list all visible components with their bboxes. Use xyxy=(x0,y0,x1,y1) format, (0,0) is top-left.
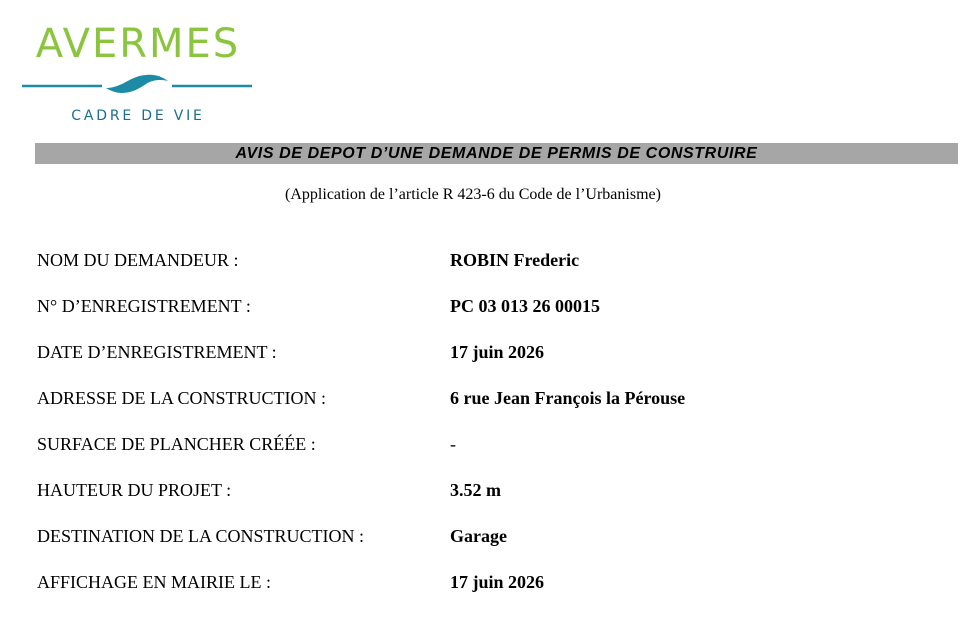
field-label: DESTINATION DE LA CONSTRUCTION : xyxy=(37,526,364,546)
field-label: N° D’ENREGISTREMENT : xyxy=(37,296,251,316)
avermes-logo xyxy=(22,20,254,126)
field-label: HAUTEUR DU PROJET : xyxy=(37,480,232,500)
field-value: ROBIN Frederic xyxy=(450,250,580,270)
field-row-destination xyxy=(37,524,937,570)
field-row-address xyxy=(37,386,937,432)
field-row-floor-area xyxy=(37,432,937,478)
title-banner xyxy=(35,143,958,164)
field-row-posting-date xyxy=(37,570,937,616)
field-label: SURFACE DE PLANCHER CRÉÉE : xyxy=(37,434,316,454)
field-row-registration-date xyxy=(37,340,937,386)
field-row-height xyxy=(37,478,937,524)
field-label: AFFICHAGE EN MAIRIE LE : xyxy=(37,572,271,592)
logo-subtitle: CADRE DE VIE xyxy=(71,108,205,124)
logo-wave-icon xyxy=(22,72,252,102)
logo-title: AVERMES xyxy=(35,21,241,67)
permit-details xyxy=(37,248,937,616)
field-row-applicant xyxy=(37,248,937,294)
field-label: ADRESSE DE LA CONSTRUCTION : xyxy=(37,388,327,408)
document-title: AVIS DE DEPOT D’UNE DEMANDE DE PERMIS DE CONSTRUIRE xyxy=(235,145,758,162)
field-value: 6 rue Jean François la Pérouse xyxy=(450,388,686,408)
field-value: 17 juin 2026 xyxy=(450,342,545,362)
field-label: DATE D’ENREGISTREMENT : xyxy=(37,342,277,362)
field-label: NOM DU DEMANDEUR : xyxy=(37,250,239,270)
legal-reference: (Application de l’article R 423-6 du Code de l’Urbanisme) xyxy=(285,186,661,203)
field-value: 3.52 m xyxy=(450,480,501,500)
field-value: 17 juin 2026 xyxy=(450,572,545,592)
field-row-registration-number xyxy=(37,294,937,340)
field-value: PC 03 013 26 00015 xyxy=(450,296,600,316)
field-value: - xyxy=(450,434,456,454)
field-value: Garage xyxy=(450,526,507,546)
